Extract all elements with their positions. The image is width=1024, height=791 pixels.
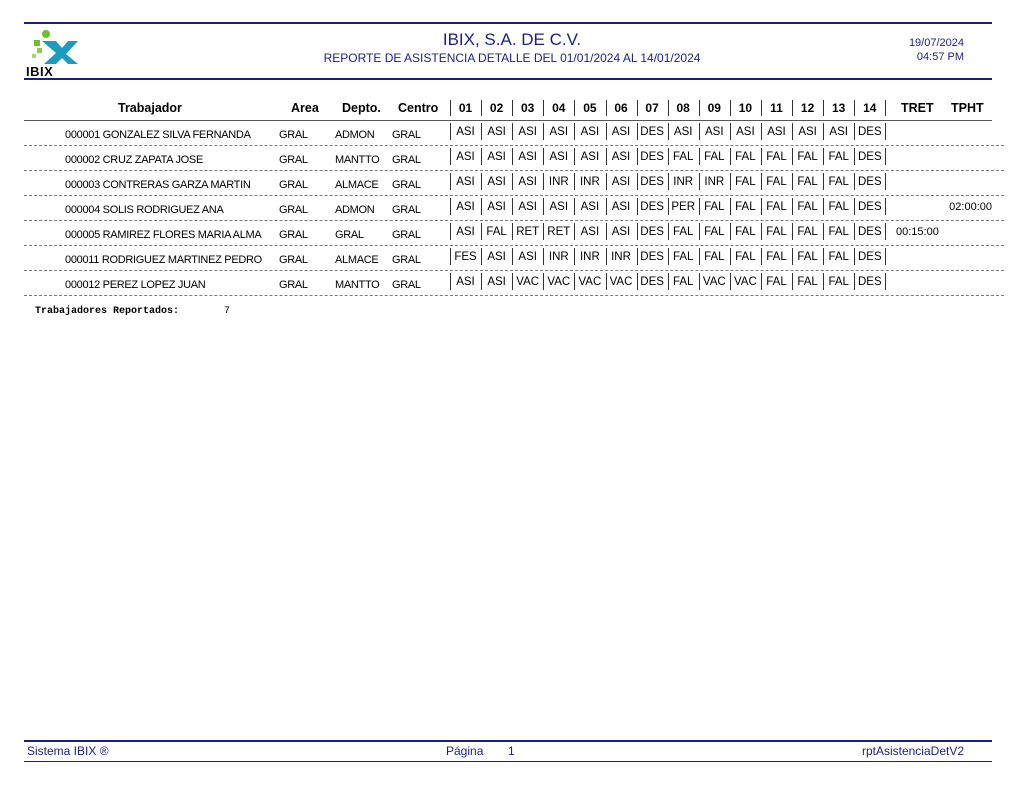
day-separator bbox=[823, 198, 824, 215]
day-status-cell: ASI bbox=[611, 126, 631, 138]
dept-cell: GRAL bbox=[335, 229, 364, 241]
day-status-cell: VAC bbox=[547, 276, 571, 288]
day-separator bbox=[885, 248, 886, 265]
day-separator bbox=[854, 273, 855, 290]
day-status-cell: DES bbox=[857, 126, 882, 138]
day-status-cell: DES bbox=[640, 201, 664, 213]
day-status-cell: FAL bbox=[735, 176, 756, 188]
day-separator bbox=[481, 223, 482, 240]
day-separator bbox=[668, 223, 669, 240]
day-status-cell: PER bbox=[671, 201, 696, 213]
day-separator bbox=[792, 223, 793, 240]
day-status-cell: FAL bbox=[797, 251, 818, 263]
day-separator bbox=[668, 173, 669, 190]
day-status-cell: FAL bbox=[704, 226, 725, 238]
day-status-cell: ASI bbox=[611, 176, 631, 188]
day-separator bbox=[606, 223, 607, 240]
report-subtitle: REPORTE DE ASISTENCIA DETALLE DEL 01/01/2024 AL 14/01/2024 bbox=[323, 51, 701, 65]
day-separator bbox=[574, 198, 575, 215]
report-time: 04:57 PM bbox=[916, 51, 964, 63]
day-separator bbox=[574, 123, 575, 140]
day-status-cell: ASI bbox=[487, 176, 506, 188]
day-separator bbox=[854, 198, 855, 215]
day-separator bbox=[699, 273, 700, 290]
col-header-day: 07 bbox=[645, 101, 659, 115]
day-separator bbox=[761, 173, 762, 190]
day-separator bbox=[574, 223, 575, 240]
area-cell: GRAL bbox=[279, 229, 308, 241]
day-status-cell: ASI bbox=[798, 126, 817, 138]
day-separator bbox=[699, 123, 700, 140]
day-separator bbox=[450, 223, 451, 240]
col-header-day: 01 bbox=[458, 101, 473, 115]
day-status-cell: DES bbox=[640, 276, 664, 288]
day-status-cell: VAC bbox=[733, 276, 757, 288]
day-separator bbox=[512, 123, 513, 140]
day-separator bbox=[699, 248, 700, 265]
day-separator bbox=[574, 273, 575, 290]
day-separator bbox=[512, 148, 513, 165]
day-status-cell: FAL bbox=[828, 276, 849, 288]
day-separator bbox=[606, 273, 607, 290]
day-status-cell: ASI bbox=[518, 126, 537, 138]
day-separator bbox=[668, 123, 669, 140]
center-cell: GRAL bbox=[392, 279, 421, 291]
footer-system: Sistema IBIX ® bbox=[27, 744, 109, 758]
day-separator bbox=[854, 148, 855, 165]
day-status-cell: VAC bbox=[516, 276, 540, 288]
day-separator bbox=[543, 173, 544, 190]
center-cell: GRAL bbox=[392, 154, 421, 166]
center-cell: GRAL bbox=[392, 254, 421, 266]
day-status-cell: ASI bbox=[518, 251, 537, 263]
day-separator bbox=[792, 148, 793, 165]
day-status-cell: ASI bbox=[518, 201, 537, 213]
col-header-separator bbox=[606, 100, 607, 116]
day-separator bbox=[668, 198, 669, 215]
day-separator bbox=[450, 123, 451, 140]
area-cell: GRAL bbox=[279, 204, 308, 216]
day-separator bbox=[481, 198, 482, 215]
day-separator bbox=[885, 273, 886, 290]
day-separator bbox=[699, 173, 700, 190]
day-separator bbox=[512, 198, 513, 215]
day-status-cell: FAL bbox=[672, 226, 694, 238]
day-separator bbox=[730, 273, 731, 290]
day-status-cell: FAL bbox=[828, 176, 849, 188]
dept-cell: ADMON bbox=[335, 129, 375, 141]
day-separator bbox=[637, 173, 638, 190]
day-status-cell: INR bbox=[548, 251, 569, 263]
area-cell: GRAL bbox=[279, 254, 308, 266]
day-separator bbox=[574, 173, 575, 190]
day-status-cell: FAL bbox=[766, 176, 787, 188]
col-header-separator bbox=[481, 100, 482, 116]
day-status-cell: ASI bbox=[549, 151, 569, 163]
day-separator bbox=[481, 173, 482, 190]
day-status-cell: INR bbox=[579, 251, 600, 263]
day-status-cell: ASI bbox=[580, 151, 600, 163]
col-header-day: 03 bbox=[521, 101, 535, 115]
col-header-day: 08 bbox=[676, 101, 690, 115]
col-header-separator bbox=[574, 100, 575, 116]
day-separator bbox=[823, 248, 824, 265]
day-status-cell: FAL bbox=[735, 226, 756, 238]
day-separator bbox=[730, 223, 731, 240]
day-separator bbox=[606, 248, 607, 265]
day-status-cell: FAL bbox=[766, 151, 787, 163]
day-status-cell: DES bbox=[857, 176, 882, 188]
day-status-cell: ASI bbox=[611, 226, 631, 238]
day-status-cell: ASI bbox=[580, 226, 600, 238]
day-status-cell: ASI bbox=[456, 201, 475, 213]
day-separator bbox=[637, 148, 638, 165]
day-status-cell: ASI bbox=[487, 276, 506, 288]
day-status-cell: FAL bbox=[735, 151, 756, 163]
day-separator bbox=[761, 198, 762, 215]
day-separator bbox=[637, 248, 638, 265]
day-status-cell: DES bbox=[640, 126, 664, 138]
day-separator bbox=[885, 173, 886, 190]
day-status-cell: RET bbox=[547, 226, 571, 238]
day-status-cell: VAC bbox=[578, 276, 602, 288]
day-separator bbox=[761, 223, 762, 240]
day-status-cell: INR bbox=[548, 176, 569, 188]
footer-page-number: 1 bbox=[508, 744, 515, 758]
area-cell: GRAL bbox=[279, 179, 308, 191]
day-separator bbox=[574, 248, 575, 265]
day-separator bbox=[668, 273, 669, 290]
day-separator bbox=[481, 148, 482, 165]
day-separator bbox=[823, 223, 824, 240]
day-separator bbox=[543, 123, 544, 140]
day-separator bbox=[543, 148, 544, 165]
day-separator bbox=[512, 173, 513, 190]
day-separator bbox=[792, 248, 793, 265]
day-separator bbox=[512, 248, 513, 265]
center-cell: GRAL bbox=[392, 129, 421, 141]
day-status-cell: FAL bbox=[766, 251, 787, 263]
footer-top-rule bbox=[24, 740, 992, 742]
col-header-separator bbox=[823, 100, 824, 116]
day-separator bbox=[668, 148, 669, 165]
day-separator bbox=[450, 198, 451, 215]
day-separator bbox=[730, 173, 731, 190]
day-separator bbox=[481, 248, 482, 265]
col-header-day: 05 bbox=[583, 101, 597, 115]
row-divider bbox=[24, 295, 1004, 296]
day-status-cell: FAL bbox=[766, 276, 787, 288]
day-status-cell: DES bbox=[857, 226, 882, 238]
day-separator bbox=[885, 123, 886, 140]
day-separator bbox=[481, 123, 482, 140]
day-separator bbox=[761, 123, 762, 140]
day-separator bbox=[606, 148, 607, 165]
col-header-separator bbox=[543, 100, 544, 116]
tpht-cell: 02:00:00 bbox=[949, 201, 992, 213]
day-status-cell: ASI bbox=[767, 126, 786, 138]
day-separator bbox=[730, 248, 731, 265]
worker-name: 000001 GONZALEZ SILVA FERNANDA bbox=[65, 129, 251, 141]
day-status-cell: ASI bbox=[456, 226, 475, 238]
day-separator bbox=[792, 198, 793, 215]
col-header-day: 06 bbox=[614, 101, 628, 115]
day-separator bbox=[792, 273, 793, 290]
col-header-day: 11 bbox=[770, 101, 783, 115]
logo-text: IBIX bbox=[26, 64, 54, 79]
col-header-day: 10 bbox=[738, 101, 753, 115]
col-header-area: Area bbox=[291, 101, 319, 115]
day-status-cell: FAL bbox=[828, 226, 849, 238]
day-status-cell: DES bbox=[857, 201, 882, 213]
company-name: IBIX, S.A. DE C.V. bbox=[442, 30, 582, 49]
day-status-cell: FAL bbox=[766, 201, 787, 213]
day-separator bbox=[606, 123, 607, 140]
day-status-cell: ASI bbox=[456, 276, 475, 288]
day-separator bbox=[730, 123, 731, 140]
day-separator bbox=[606, 173, 607, 190]
worker-name: 000005 RAMIREZ FLORES MARIA ALMA bbox=[65, 229, 262, 241]
day-separator bbox=[668, 248, 669, 265]
day-status-cell: ASI bbox=[518, 176, 537, 188]
table-row bbox=[0, 121, 1024, 146]
day-status-cell: ASI bbox=[611, 201, 631, 213]
day-status-cell: VAC bbox=[702, 276, 726, 288]
day-status-cell: ASI bbox=[549, 201, 569, 213]
day-separator bbox=[792, 123, 793, 140]
col-header-separator bbox=[450, 100, 451, 116]
day-status-cell: FAL bbox=[704, 201, 725, 213]
center-cell: GRAL bbox=[392, 179, 421, 191]
day-status-cell: FAL bbox=[797, 176, 818, 188]
col-header-separator bbox=[792, 100, 793, 116]
day-separator bbox=[637, 273, 638, 290]
worker-name: 000004 SOLIS RODRIGUEZ ANA bbox=[65, 204, 224, 216]
day-status-cell: FAL bbox=[735, 251, 756, 263]
day-status-cell: RET bbox=[516, 226, 540, 238]
worker-name: 000011 RODRIGUEZ MARTINEZ PEDRO bbox=[65, 254, 262, 266]
col-header-separator bbox=[885, 100, 886, 116]
day-status-cell: FAL bbox=[797, 201, 818, 213]
day-status-cell: ASI bbox=[518, 151, 537, 163]
day-status-cell: ASI bbox=[456, 151, 475, 163]
day-status-cell: FES bbox=[454, 251, 477, 263]
header-bottom-rule bbox=[24, 78, 992, 80]
center-cell: GRAL bbox=[392, 204, 421, 216]
col-header-separator bbox=[854, 100, 855, 116]
day-separator bbox=[543, 223, 544, 240]
day-status-cell: DES bbox=[640, 176, 664, 188]
day-status-cell: FAL bbox=[704, 151, 725, 163]
col-header-day: 12 bbox=[800, 101, 815, 115]
footer-report-name: rptAsistenciaDetV2 bbox=[861, 744, 964, 758]
day-status-cell: FAL bbox=[797, 226, 818, 238]
day-status-cell: ASI bbox=[487, 151, 506, 163]
day-separator bbox=[854, 248, 855, 265]
day-separator bbox=[637, 198, 638, 215]
table-row bbox=[0, 246, 1024, 271]
day-status-cell: FAL bbox=[672, 251, 694, 263]
worker-name: 000002 CRUZ ZAPATA JOSE bbox=[65, 154, 203, 166]
day-status-cell: ASI bbox=[487, 251, 506, 263]
day-status-cell: FAL bbox=[797, 276, 818, 288]
day-separator bbox=[823, 148, 824, 165]
table-row bbox=[0, 146, 1024, 171]
center-cell: GRAL bbox=[392, 229, 421, 241]
dept-cell: MANTTO bbox=[335, 154, 380, 166]
day-status-cell: INR bbox=[704, 176, 725, 188]
day-status-cell: FAL bbox=[672, 276, 694, 288]
day-separator bbox=[543, 248, 544, 265]
day-separator bbox=[606, 198, 607, 215]
col-header-day: 04 bbox=[552, 101, 566, 115]
day-status-cell: INR bbox=[611, 251, 631, 263]
table-row bbox=[0, 221, 1024, 246]
day-status-cell: DES bbox=[640, 151, 664, 163]
day-separator bbox=[761, 248, 762, 265]
day-status-cell: FAL bbox=[672, 151, 694, 163]
day-status-cell: ASI bbox=[487, 201, 506, 213]
day-status-cell: DES bbox=[640, 251, 664, 263]
day-separator bbox=[450, 173, 451, 190]
col-header-day: 02 bbox=[489, 101, 504, 115]
col-header-separator bbox=[668, 100, 669, 116]
day-status-cell: DES bbox=[857, 251, 882, 263]
day-status-cell: ASI bbox=[829, 126, 848, 138]
col-header-worker: Trabajador bbox=[118, 101, 182, 115]
col-header-separator bbox=[761, 100, 762, 116]
day-status-cell: DES bbox=[857, 276, 882, 288]
day-status-cell: ASI bbox=[456, 176, 475, 188]
day-separator bbox=[512, 273, 513, 290]
day-separator bbox=[854, 223, 855, 240]
footer-page-label: Página bbox=[446, 744, 484, 758]
day-separator bbox=[699, 148, 700, 165]
day-separator bbox=[761, 273, 762, 290]
day-status-cell: ASI bbox=[736, 126, 755, 138]
day-status-cell: INR bbox=[673, 176, 694, 188]
day-separator bbox=[792, 173, 793, 190]
day-separator bbox=[450, 273, 451, 290]
day-separator bbox=[761, 148, 762, 165]
col-header-dept: Depto. bbox=[342, 101, 381, 115]
day-status-cell: FAL bbox=[828, 201, 849, 213]
day-status-cell: VAC bbox=[609, 276, 633, 288]
tret-cell: 00:15:00 bbox=[896, 226, 939, 238]
col-header-center: Centro bbox=[398, 101, 439, 115]
col-header-separator bbox=[730, 100, 731, 116]
day-status-cell: ASI bbox=[580, 126, 600, 138]
day-status-cell: FAL bbox=[828, 251, 849, 263]
reported-workers-count: 7 bbox=[224, 306, 231, 317]
day-status-cell: ASI bbox=[673, 126, 693, 138]
day-status-cell: DES bbox=[640, 226, 664, 238]
col-header-separator bbox=[637, 100, 638, 116]
dept-cell: MANTTO bbox=[335, 279, 380, 291]
day-separator bbox=[450, 248, 451, 265]
day-status-cell: INR bbox=[579, 176, 600, 188]
col-header-separator bbox=[699, 100, 700, 116]
day-separator bbox=[854, 173, 855, 190]
day-status-cell: DES bbox=[857, 151, 882, 163]
report-date: 19/07/2024 bbox=[908, 37, 964, 49]
day-separator bbox=[543, 198, 544, 215]
col-header-separator bbox=[512, 100, 513, 116]
worker-name: 000003 CONTRERAS GARZA MARTIN bbox=[65, 179, 251, 191]
reported-workers-label: Trabajadores Reportados: bbox=[35, 306, 180, 317]
day-separator bbox=[481, 273, 482, 290]
dept-cell: ALMACE bbox=[335, 179, 379, 191]
table-row bbox=[0, 171, 1024, 196]
day-separator bbox=[543, 273, 544, 290]
day-status-cell: ASI bbox=[487, 126, 506, 138]
day-status-cell: ASI bbox=[705, 126, 724, 138]
day-separator bbox=[885, 148, 886, 165]
footer-bottom-rule bbox=[24, 761, 992, 762]
table-row bbox=[0, 196, 1024, 221]
day-separator bbox=[512, 223, 513, 240]
header-top-rule bbox=[24, 22, 992, 24]
day-status-cell: ASI bbox=[549, 126, 569, 138]
dept-cell: ADMON bbox=[335, 204, 375, 216]
day-status-cell: ASI bbox=[456, 126, 475, 138]
col-header-tpht: TPHT bbox=[951, 101, 984, 115]
day-separator bbox=[699, 223, 700, 240]
col-header-day: 14 bbox=[863, 101, 877, 115]
day-separator bbox=[885, 223, 886, 240]
dept-cell: ALMACE bbox=[335, 254, 379, 266]
day-status-cell: FAL bbox=[766, 226, 787, 238]
day-separator bbox=[637, 223, 638, 240]
worker-name: 000012 PEREZ LOPEZ JUAN bbox=[65, 279, 206, 291]
day-status-cell: FAL bbox=[704, 251, 725, 263]
day-status-cell: FAL bbox=[797, 151, 818, 163]
day-separator bbox=[574, 148, 575, 165]
day-status-cell: FAL bbox=[735, 201, 756, 213]
day-separator bbox=[699, 198, 700, 215]
col-header-day: 13 bbox=[832, 101, 846, 115]
day-status-cell: ASI bbox=[580, 201, 600, 213]
area-cell: GRAL bbox=[279, 154, 308, 166]
area-cell: GRAL bbox=[279, 129, 308, 141]
col-header-tret: TRET bbox=[901, 101, 934, 115]
table-row bbox=[0, 271, 1024, 296]
day-status-cell: FAL bbox=[486, 226, 507, 238]
day-separator bbox=[823, 123, 824, 140]
day-status-cell: FAL bbox=[828, 151, 849, 163]
area-cell: GRAL bbox=[279, 279, 308, 291]
day-separator bbox=[823, 273, 824, 290]
day-separator bbox=[730, 198, 731, 215]
day-separator bbox=[823, 173, 824, 190]
day-separator bbox=[730, 148, 731, 165]
col-header-day: 09 bbox=[707, 101, 721, 115]
day-separator bbox=[450, 148, 451, 165]
day-separator bbox=[854, 123, 855, 140]
day-separator bbox=[637, 123, 638, 140]
day-separator bbox=[885, 198, 886, 215]
day-status-cell: ASI bbox=[611, 151, 631, 163]
